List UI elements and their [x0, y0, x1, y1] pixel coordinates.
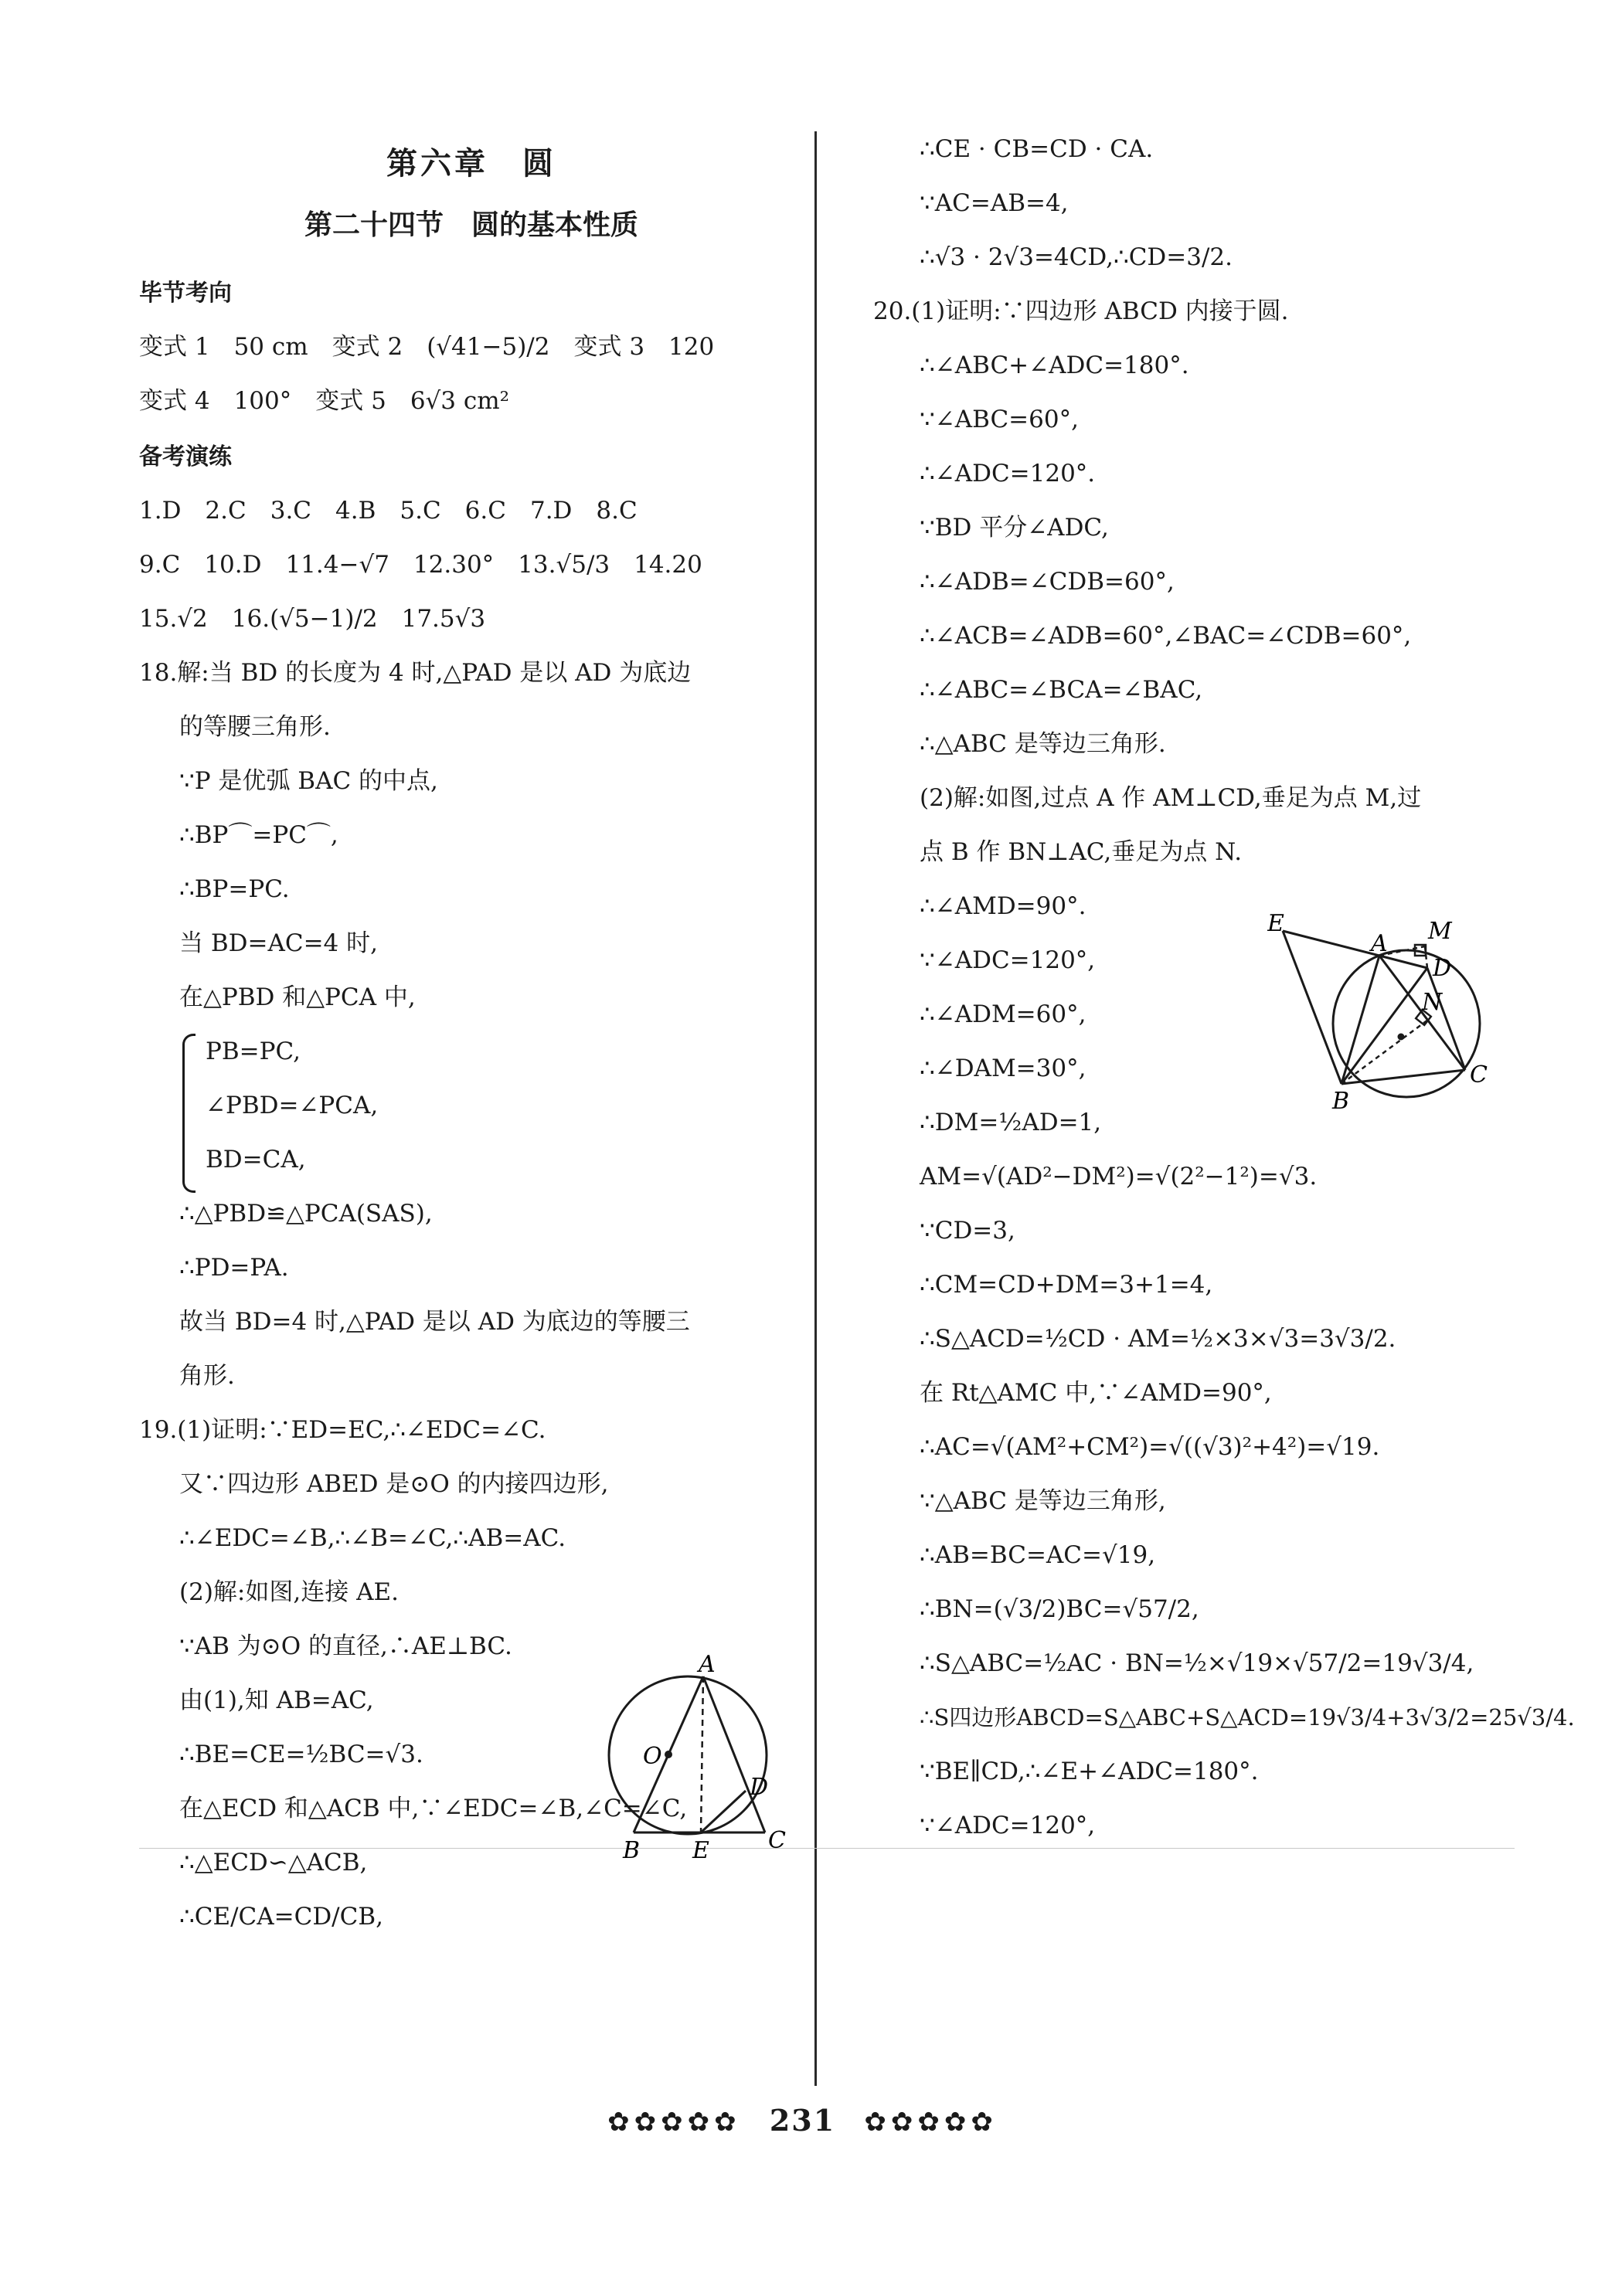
q18-line: 当 BD=AC=4 时, — [179, 929, 378, 957]
fig20-label: E — [1267, 910, 1284, 937]
fig20-segment-EB — [1283, 931, 1341, 1084]
page-footer — [0, 2103, 1605, 2138]
fig19-label: B — [623, 1837, 641, 1862]
q19-cont-line: ∵AC=AB=4, — [920, 189, 1069, 217]
q18-line: 故当 BD=4 时,△PAD 是以 AD 为底边的等腰三 — [179, 1308, 690, 1336]
q20-line: ∵∠ABC=60°, — [920, 406, 1079, 433]
fig20-label: A — [1371, 930, 1388, 957]
fig19-label: D — [750, 1774, 769, 1801]
q20-line: ∵BD 平分∠ADC, — [920, 514, 1109, 542]
q20-line: ∴∠ACB=∠ADB=60°,∠BAC=∠CDB=60°, — [920, 622, 1412, 650]
q18-line: ∴BP=PC. — [179, 875, 290, 903]
q20-line: ∴∠AMD=90°. — [920, 892, 1086, 920]
fig20-label: N — [1422, 989, 1443, 1016]
q18-line: 18.解:当 BD 的长度为 4 时,△PAD 是以 AD 为底边 — [139, 659, 692, 687]
fig20-segment-EA — [1283, 931, 1379, 956]
q20-line: ∴∠DAM=30°, — [920, 1055, 1086, 1082]
fig20-label: B — [1332, 1088, 1350, 1115]
brace-line: BD=CA, — [206, 1146, 306, 1173]
fig20-segment-BC — [1341, 1070, 1465, 1084]
q20-line: 点 B 作 BN⊥AC,垂足为点 N. — [920, 838, 1243, 866]
q19-line: 又∵四边形 ABED 是⊙O 的内接四边形, — [179, 1470, 609, 1498]
brace-line: PB=PC, — [206, 1038, 301, 1065]
q20-line: ∴S△ACD=½CD · AM=½×3×√3=3√3/2. — [920, 1325, 1396, 1353]
q20-line: ∴∠ADM=60°, — [920, 1000, 1086, 1028]
fig20-label: D — [1433, 955, 1452, 982]
q19-line: ∴△ECD∽△ACB, — [179, 1849, 368, 1877]
q20-line: (2)解:如图,过点 A 作 AM⊥CD,垂足为点 M,过 — [920, 784, 1422, 812]
q18-line: ∴BP⌒=PC⌒, — [179, 821, 338, 849]
q20-line: 在 Rt△AMC 中,∵∠AMD=90°, — [920, 1379, 1272, 1407]
section-title: 第二十四节 圆的基本性质 — [304, 209, 638, 241]
q20-line: AM=√(AD²−DM²)=√(2²−1²)=√3. — [920, 1163, 1318, 1190]
q20-line: ∴CM=CD+DM=3+1=4, — [920, 1271, 1213, 1299]
fig19-label: E — [692, 1837, 709, 1862]
fig20-center-dot — [1398, 1034, 1405, 1041]
q18-line: 角形. — [179, 1362, 235, 1390]
q18-line: ∴PD=PA. — [179, 1254, 289, 1282]
q18-line: 的等腰三角形. — [179, 713, 331, 741]
q19-line: ∵AB 为⊙O 的直径,∴AE⊥BC. — [179, 1632, 512, 1660]
q20-line: ∵△ABC 是等边三角形, — [920, 1487, 1166, 1515]
fig20-label: C — [1470, 1061, 1488, 1089]
q19-cont-line: ∴CE · CB=CD · CA. — [920, 135, 1154, 163]
fig19-circle — [609, 1676, 767, 1834]
column-divider — [814, 131, 817, 2086]
q19-line: 19.(1)证明:∵ED=EC,∴∠EDC=∠C. — [139, 1416, 546, 1444]
q19-line: ∴∠EDC=∠B,∴∠B=∠C,∴AB=AC. — [179, 1524, 566, 1552]
q20-line: ∴∠ABC=∠BCA=∠BAC, — [920, 676, 1203, 704]
fig20-segment-DC — [1427, 968, 1465, 1070]
subhead-bijie: 毕节考向 — [139, 280, 232, 307]
q20-line: ∴AB=BC=AC=√19, — [920, 1541, 1156, 1569]
q19-cont-line: ∴√3 · 2√3=4CD,∴CD=3/2. — [920, 243, 1233, 271]
fig20-circle — [1333, 950, 1480, 1097]
q19-line: 在△ECD 和△ACB 中,∵∠EDC=∠B,∠C=∠C, — [179, 1795, 688, 1822]
q20-line: ∴△ABC 是等边三角形. — [920, 730, 1166, 758]
q20-line: ∵∠ADC=120°, — [920, 1812, 1096, 1839]
fig19-label: C — [768, 1827, 786, 1854]
q19-line: 由(1),知 AB=AC, — [179, 1686, 374, 1714]
q19-line: ∴BE=CE=½BC=√3. — [179, 1741, 423, 1768]
q20-line: ∴S△ABC=½AC · BN=½×√19×√57/2=19√3/4, — [920, 1649, 1474, 1677]
fig20-segment-AB — [1341, 956, 1379, 1084]
fig19-dashed-AE — [701, 1676, 703, 1832]
q20-line: ∴∠ABC+∠ADC=180°. — [920, 352, 1189, 379]
q19-line: (2)解:如图,连接 AE. — [179, 1578, 399, 1606]
q20-line: ∴AC=√(AM²+CM²)=√((√3)²+4²)=√19. — [920, 1433, 1380, 1461]
q20-line: ∵∠ADC=120°, — [920, 946, 1096, 974]
brace-system — [139, 1034, 804, 1177]
answers-row-1: 1.D 2.C 3.C 4.B 5.C 6.C 7.D 8.C — [139, 497, 638, 525]
q18-line: ∴△PBD≌△PCA(SAS), — [179, 1200, 433, 1228]
fig19-label: O — [643, 1743, 662, 1770]
q18-line: 在△PBD 和△PCA 中, — [179, 983, 416, 1011]
answers-row-3: 15.√2 16.(√5−1)/2 17.5√3 — [139, 605, 486, 633]
fig19-label: A — [699, 1653, 716, 1678]
fig19-center-dot — [665, 1751, 672, 1758]
fig20-segment-BD — [1341, 968, 1427, 1084]
q20-line: ∵CD=3, — [920, 1217, 1015, 1245]
footer-stars-right: ✿✿✿✿✿ — [864, 2107, 998, 2138]
fig19-segment — [703, 1676, 765, 1832]
q19-line: ∴CE/CA=CD/CB, — [179, 1903, 383, 1931]
q20-line: ∴DM=½AD=1, — [920, 1109, 1102, 1136]
q20-line: ∴∠ADC=120°. — [920, 460, 1096, 487]
q20-line: ∴∠ADB=∠CDB=60°, — [920, 568, 1175, 596]
q20-line: ∴BN=(√3/2)BC=√57/2, — [920, 1595, 1199, 1623]
brace-line: ∠PBD=∠PCA, — [206, 1092, 379, 1119]
footer-stars-left: ✿✿✿✿✿ — [607, 2107, 741, 2138]
figure-q19 — [587, 1653, 804, 1862]
q20-line: ∵BE∥CD,∴∠E+∠ADC=180°. — [920, 1758, 1259, 1785]
subhead-practice: 备考演练 — [139, 443, 232, 470]
brace-symbol — [182, 1034, 196, 1193]
q18-line: ∵P 是优弧 BAC 的中点, — [179, 767, 438, 795]
q20-line: 20.(1)证明:∵四边形 ABCD 内接于圆. — [873, 297, 1289, 325]
fig20-label: M — [1428, 918, 1452, 945]
page-number: 231 — [769, 2103, 836, 2138]
variant-row-1: 变式 1 50 cm 变式 2 (√41−5)/2 变式 3 120 — [139, 333, 715, 361]
answers-row-2: 9.C 10.D 11.4−√7 12.30° 13.√5/3 14.20 — [139, 551, 702, 579]
figure-q20 — [1267, 908, 1499, 1116]
chapter-title: 第六章 圆 — [386, 146, 556, 182]
variant-row-2: 变式 4 100° 变式 5 6√3 cm² — [139, 387, 510, 415]
q20-line: ∴S四边形ABCD=S△ABC+S△ACD=19√3/4+3√3/2=25√3/4. — [920, 1704, 1575, 1730]
